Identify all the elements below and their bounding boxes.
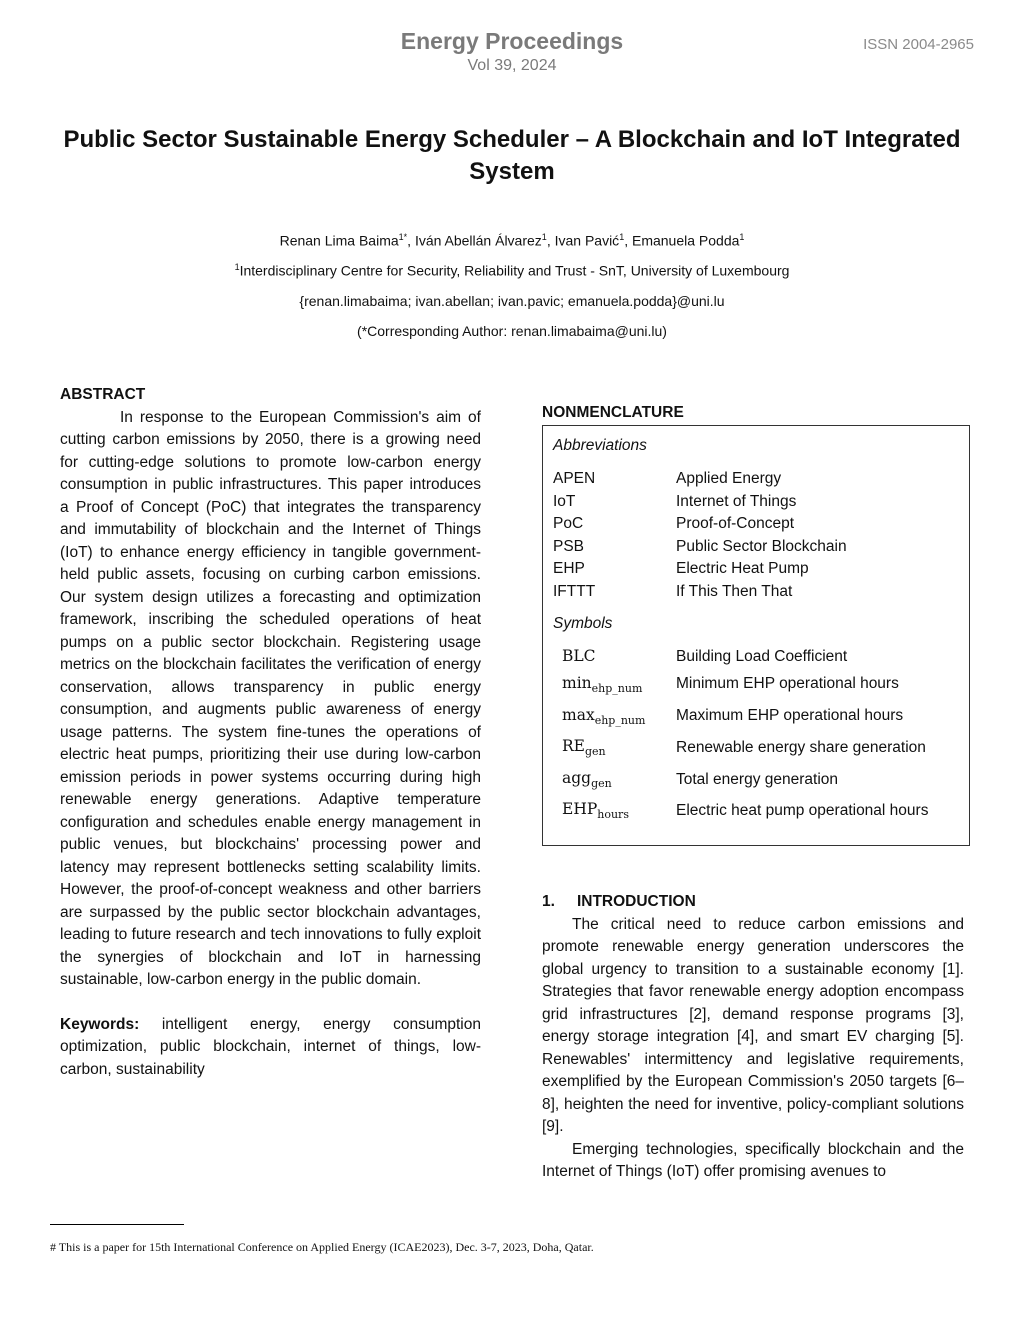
symbol-value: Electric heat pump operational hours [676,802,929,819]
affiliation-text: Interdisciplinary Centre for Security, Reliability and Trust - SnT, University of Luxembourg [239,262,790,279]
nomenclature-table [542,425,970,846]
affiliation-sup: 1 [234,262,240,272]
author-emails: {renan.limabaima; ivan.abellan; ivan.pavic; emanuela.podda}@uni.lu [299,293,725,309]
symbol-value: Building Load Coefficient [676,648,848,665]
abbr-key: PSB [553,538,585,555]
abbr-key: IoT [553,493,576,510]
section-number: 1. [542,893,555,910]
abbr-key: EHP [553,560,585,577]
volume-label: Vol 39, 2024 [467,57,557,74]
symbol-key [562,674,642,695]
author-sup: 1 [619,232,625,242]
abbr-key: IFTTT [553,583,596,600]
symbol-base: BLC [562,647,596,665]
author-sup: 1 [739,232,745,242]
intro-paragraph: The critical need to reduce carbon emissions and promote renewable energy generation underscores the global urgency to transition to a sustainable economy [1]. Strategies that favor renewable energy adoption encompass grid infrastructures [2], demand response programs [3], energy storage integration [4], and smart EV charging [5]. Renewables' intermittency and legislative requirements, exemplified by the European Commission's 2050 targets [6–8], heighten the need for inventive, policy-compliant solutions [9]. [542,915,964,1135]
symbol-sub: ehp_num [594,714,646,728]
abbr-value: Public Sector Blockchain [676,538,847,555]
symbol-sub: ehp_num [591,682,643,696]
abbr-value: Proof-of-Concept [676,515,795,532]
keywords [60,1014,481,1082]
symbol-base: max [562,706,595,724]
symbol-base: min [562,674,592,692]
footnote: # This is a paper for 15th International Conference on Applied Energy (ICAE2023), Dec. 3-7, 2023, Doha, Qatar. [50,1240,594,1254]
nomenclature-heading: NONMENCLATURE [542,404,684,421]
symbol-sub: hours [597,808,629,822]
introduction-section [542,891,964,1184]
symbol-key [562,800,629,821]
symbol-base: RE [562,737,585,755]
corresponding-author: (*Corresponding Author: renan.limabaima@uni.lu) [357,323,667,339]
abbr-value: Internet of Things [676,493,797,510]
abstract-section [60,384,481,1081]
symbol-base: agg [562,769,592,787]
author-sup: 1* [398,232,408,242]
title-line-1: Public Sector Sustainable Energy Scheduler – A Blockchain and IoT Integrated [63,126,961,153]
author-name: Ivan Pavić [554,232,620,249]
symbol-key [562,737,606,758]
title-line-2: System [469,158,555,185]
author-name: Emanuela Podda [631,232,740,249]
symbol-key [562,769,612,790]
abstract-heading: ABSTRACT [60,386,146,403]
symbol-value: Renewable energy share generation [676,739,926,756]
symbol-value: Maximum EHP operational hours [676,707,904,724]
intro-paragraph: Emerging technologies, specifically blockchain and the Internet of Things (IoT) offer promising avenues to [542,1140,964,1180]
footnote-divider [50,1224,184,1225]
abbr-key: PoC [553,515,584,532]
author-name: Renan Lima Baima [279,232,399,249]
author-sup: 1 [541,232,547,242]
section-title: INTRODUCTION [576,893,696,910]
abbr-value: Applied Energy [676,470,782,487]
paper-title [60,124,964,188]
symbol-value: Total energy generation [676,771,839,788]
journal-name: Energy Proceedings [400,28,624,54]
abbr-value: Electric Heat Pump [676,560,809,577]
issn-label: ISSN 2004-2965 [863,36,974,53]
symbols-title: Symbols [553,615,613,632]
abbr-value: If This Then That [676,583,793,600]
abstract-text: In response to the European Commission's aim of cutting carbon emissions by 2050, there is a growing need for cutting-edge solutions to promote low-carbon energy consumption in public infrastructures. This paper introduces a Proof of Concept (PoC) that integrates the transparency and immutability of blockchain and the Internet of Things (IoT) to enhance energy efficiency in tangible government-held public assets, focusing on curbing carbon emissions. Our system design utilizes a forecasting and optimization framework, inscribing the scheduled operations of heat pumps on a public sector blockchain. Registering usage metrics on the blockchain facilitates the verification of energy conservation, allows transparency in public energy consumption, and augments public awareness of energy usage patterns. The system fine-tunes the operations of electric heat pumps, prioritizing their use during low-carbon emission periods in power systems occurring during high renewable energy generations. Adaptive temperature configuration and schedules enable energy management in public venues, but blockchains' processing power and latency may represent bottlenecks setting scalability limits. However, the proof-of-concept weakness and other barriers are surpassed by the public sector blockchain advantages, leading to future research and tech innovations to fully exploit the synergies of blockchain and IoT in harnessing sustainable, low-carbon energy in the public domain. [60,408,481,988]
author-list: Renan Lima Baima$^{1*}$, Iván Abellán Álvarez$^1$, Ivan Pavić$^1$, Emanuela Podda$^1$ [279,232,745,249]
keywords-label: Keywords: [60,1015,140,1033]
symbol-key [562,647,596,665]
symbol-value: Minimum EHP operational hours [676,675,899,692]
affiliation [0,262,1024,279]
abbr-key: APEN [553,470,596,487]
author-name: Iván Abellán Álvarez [414,232,542,249]
keywords-text: intelligent energy, energy consumption optimization, public blockchain, internet of things, low-carbon, sustainability [60,1015,481,1078]
introduction-heading [542,891,964,914]
symbol-base: EHP [562,800,598,818]
symbol-sub: gen [585,745,606,759]
symbol-sub: gen [591,777,612,791]
abbreviations-title: Abbreviations [553,437,647,454]
symbol-key [562,706,645,727]
